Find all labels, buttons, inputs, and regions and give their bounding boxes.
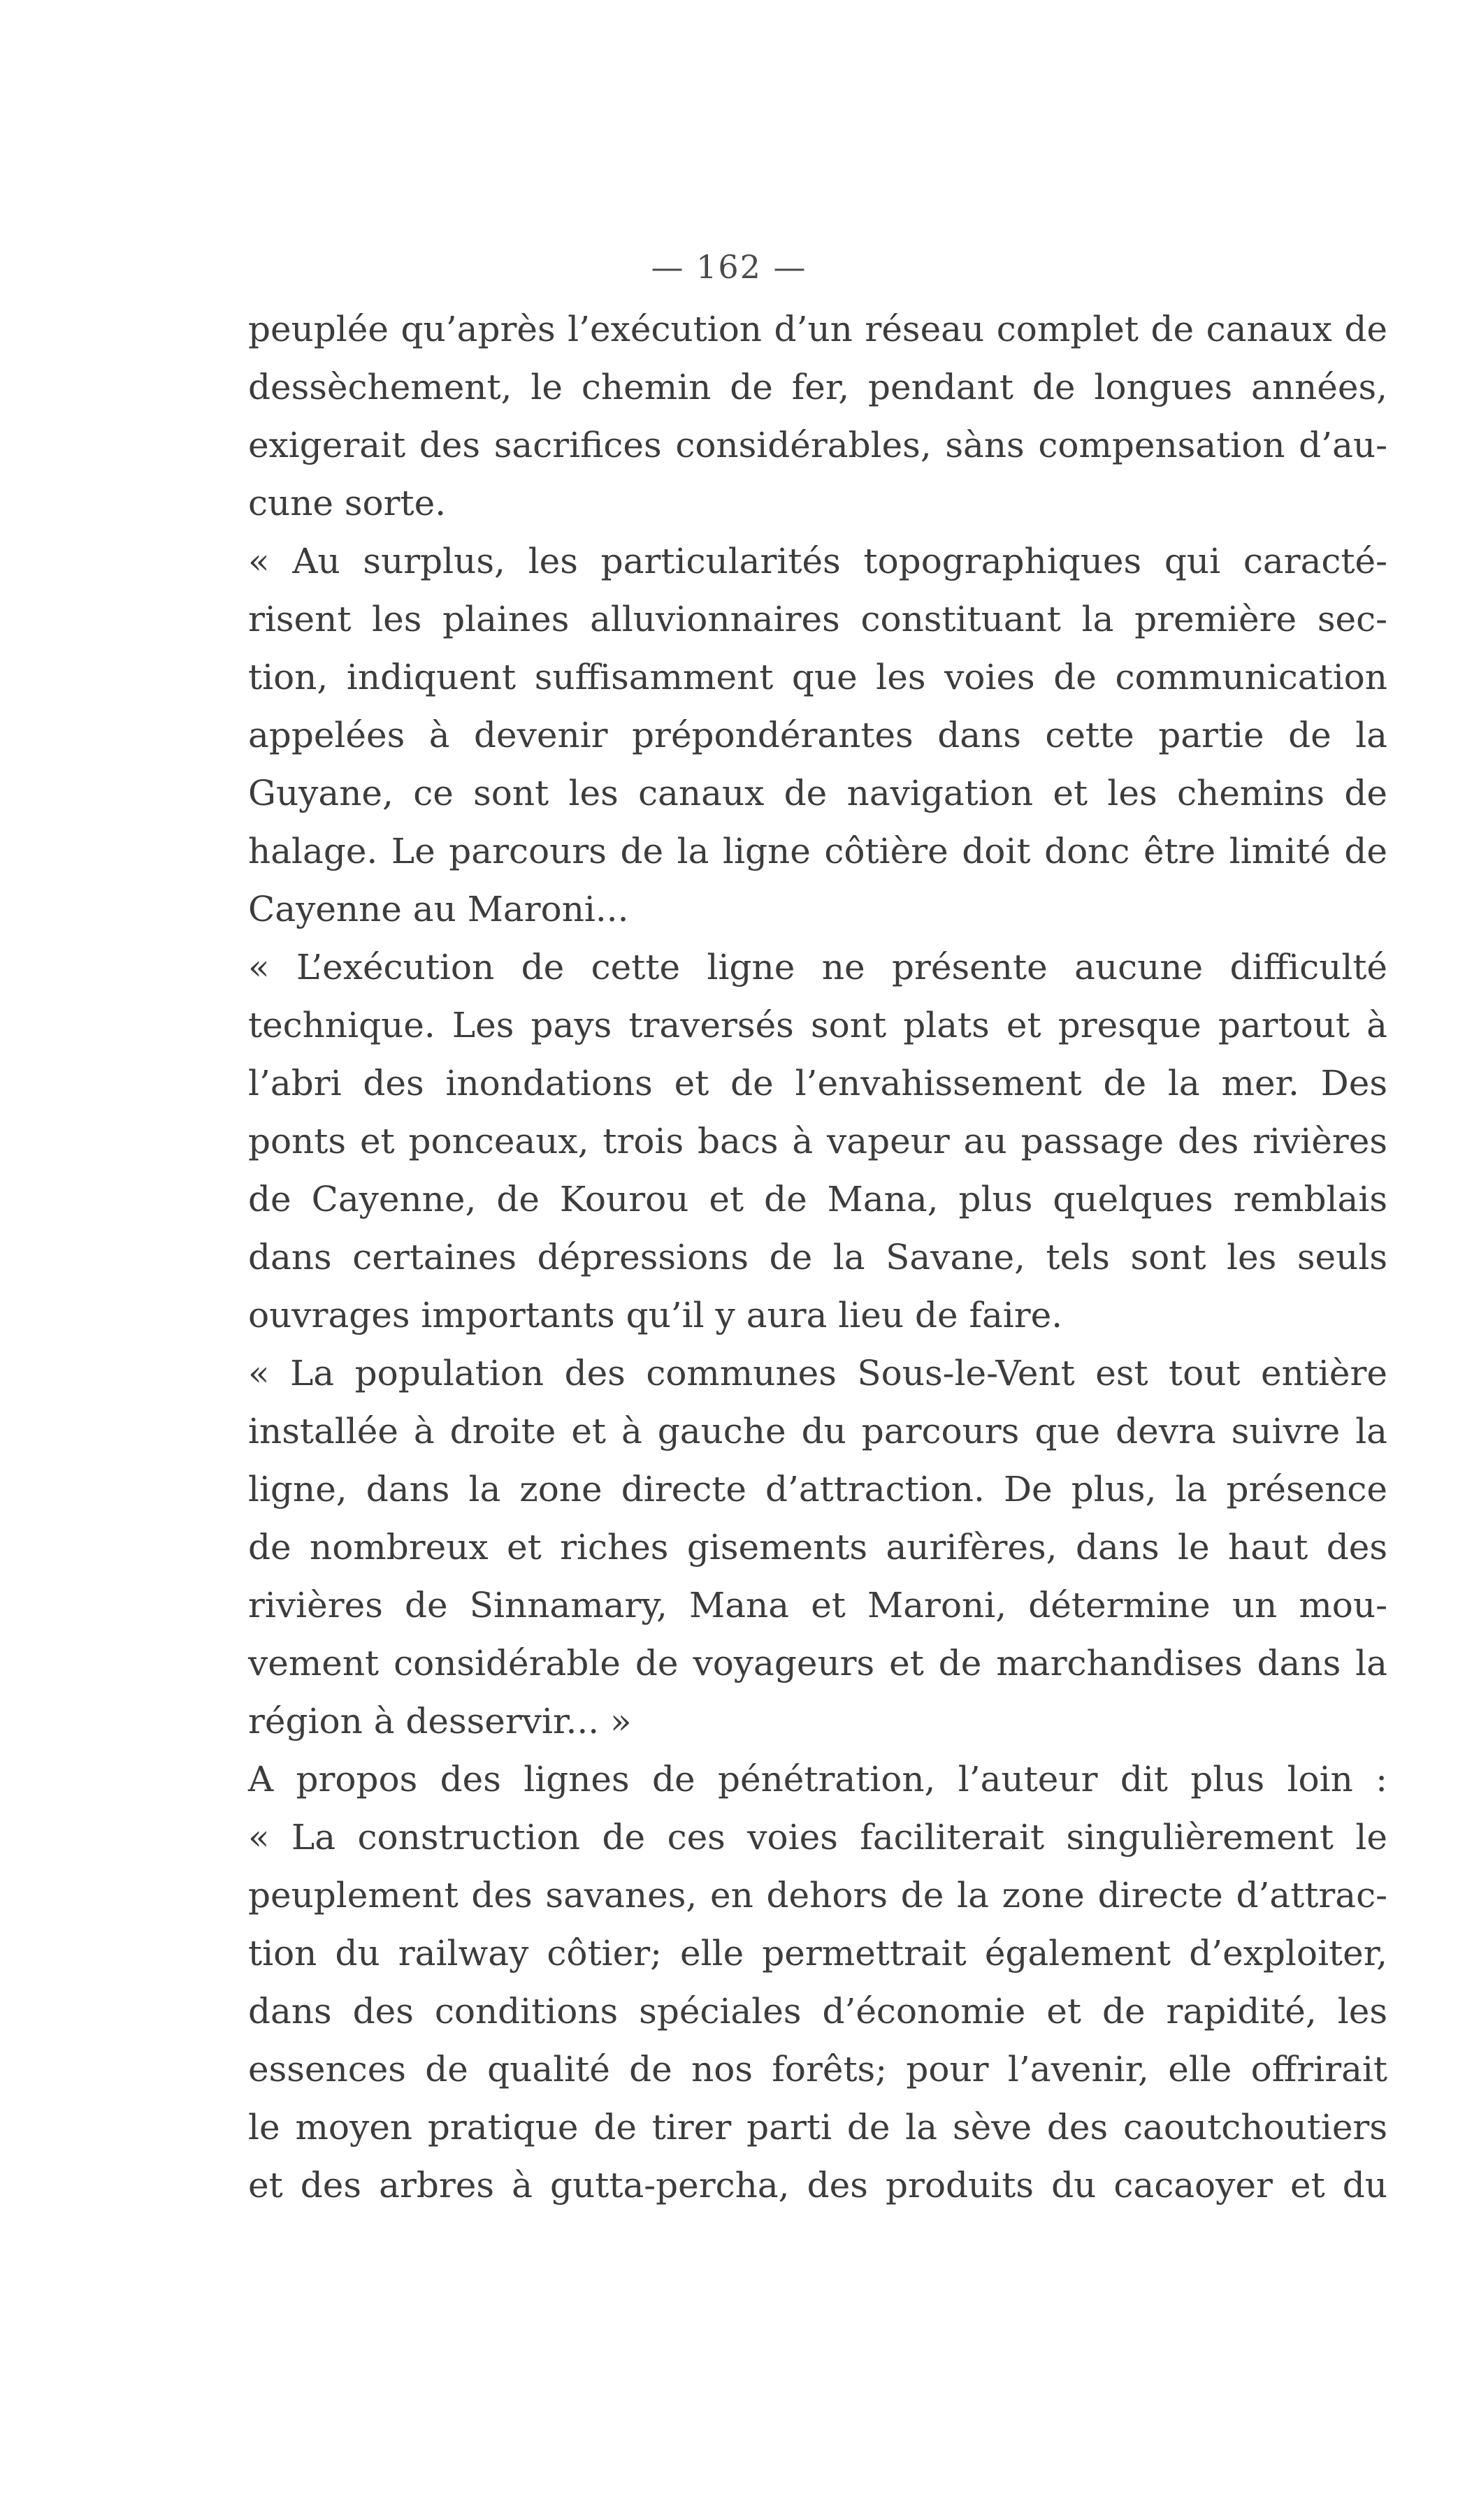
text-line: de Cayenne, de Kourou et de Mana, plus quelques remblais [248,1179,1387,1219]
text-line: essences de qualité de nos forêts; pour l’avenir, elle offrirait [248,2049,1387,2090]
text-line: ligne, dans la zone directe d’attraction. De plus, la présence [248,1469,1387,1509]
text-line: vement considérable de voyageurs et de marchandises dans la [248,1643,1387,1683]
text-line: peuplée qu’après l’exécution d’un réseau complet de canaux de [248,309,1387,349]
text-line: de nombreux et riches gisements aurifères, dans le haut des [248,1527,1387,1567]
text-line: « Au surplus, les particularités topographiques qui caracté- [248,541,1387,581]
text-line: « La construction de ces voies faciliterait singulièrement le [248,1817,1387,1858]
text-line: tion du railway côtier; elle permettrait également d’exploiter, [248,1933,1387,1974]
text-line: et des arbres à gutta-percha, des produits du cacaoyer et du [248,2165,1387,2206]
body-text [248,300,1387,2215]
text-line: risent les plaines alluvionnaires constituant la première sec- [248,599,1387,639]
text-line: le moyen pratique de tirer parti de la sève des caoutchoutiers [248,2107,1387,2148]
text-line: technique. Les pays traversés sont plats et presque partout à [248,1005,1387,1045]
page-number: — 162 — [651,248,807,286]
text-line: exigerait des sacrifices considérables, sàns compensation d’au- [248,425,1387,465]
text-line: peuplement des savanes, en dehors de la zone directe d’attrac- [248,1875,1387,1916]
text-line: Guyane, ce sont les canaux de navigation et les chemins de [248,773,1387,813]
text-line: dessèchement, le chemin de fer, pendant de longues années, [248,367,1387,407]
text-line: dans des conditions spéciales d’économie et de rapidité, les [248,1991,1387,2032]
text-line: tion, indiquent suffisamment que les voies de communication [248,657,1387,697]
text-line: ouvrages importants qu’il y aura lieu de faire. [248,1295,1063,1335]
text-line: appelées à devenir prépondérantes dans cette partie de la [248,715,1387,755]
text-line: dans certaines dépressions de la Savane, tels sont les seuls [248,1237,1387,1277]
text-line: Cayenne au Maroni... [248,889,629,929]
text-line: ponts et ponceaux, trois bacs à vapeur au passage des rivières [248,1121,1387,1161]
text-line: « La population des communes Sous-le-Vent est tout entière [248,1353,1387,1393]
text-line: installée à droite et à gauche du parcours que devra suivre la [248,1411,1387,1451]
text-line: halage. Le parcours de la ligne côtière doit donc être limité de [248,831,1387,871]
text-line: région à desservir... » [248,1701,632,1741]
text-line: A propos des lignes de pénétration, l’auteur dit plus loin : [248,1759,1387,1800]
text-line: rivières de Sinnamary, Mana et Maroni, détermine un mou- [248,1585,1387,1625]
text-line: l’abri des inondations et de l’envahissement de la mer. Des [248,1063,1387,1103]
text-line: « L’exécution de cette ligne ne présente aucune difficulté [248,947,1387,987]
text-line: cune sorte. [248,483,447,523]
